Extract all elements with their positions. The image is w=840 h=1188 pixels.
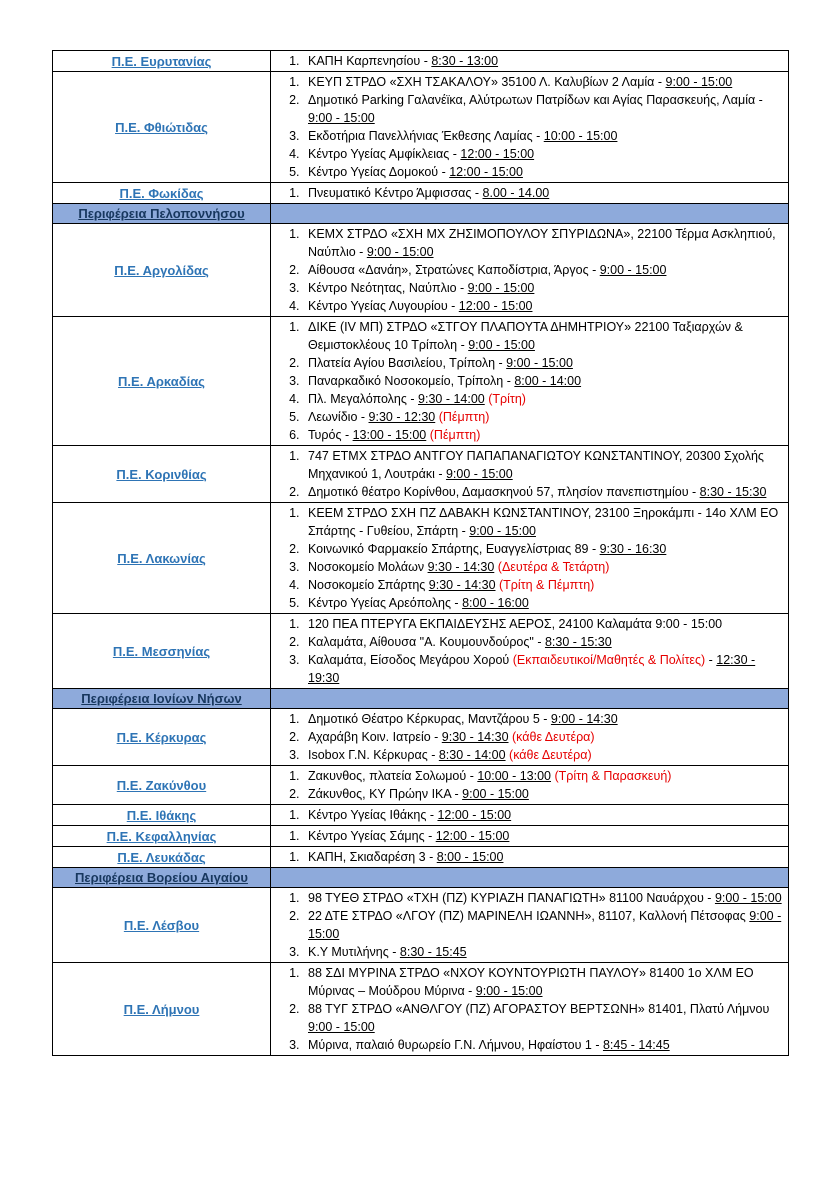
location-text: Ζάκυνθος, ΚΥ Πρώην ΙΚΑ - [308, 787, 463, 801]
time-range: 8.00 - 14.00 [482, 186, 550, 200]
day-note: (Πέμπτη) [429, 428, 481, 442]
region-cell [53, 446, 271, 503]
location-item [303, 447, 782, 483]
location-item [303, 297, 782, 315]
time-range: 9:00 - 14:30 [550, 712, 618, 726]
time-range: 9:00 - 15:00 [366, 245, 434, 259]
region-row [53, 51, 789, 72]
time-range: 9:30 - 14:00 [418, 392, 485, 406]
location-item [303, 52, 782, 70]
location-text: Πλ. Μεγαλόπολης - [308, 392, 419, 406]
time-range: 12:00 - 15:00 [435, 829, 510, 843]
location-item [303, 633, 782, 651]
location-item [303, 767, 782, 785]
time-range: 9:00 - 15:00 [506, 356, 573, 370]
location-text: 98 ΤΥΕΘ ΣΤΡΔΟ «ΤΧΗ (ΠΖ) ΚΥΡΙΑΖΗ ΠΑΝΑΓΙΩΤΗ» 81100 Ναυάρχου - [308, 891, 715, 905]
schedule-table-body [53, 51, 789, 1056]
location-text: ΚΕΥΠ ΣΤΡΔΟ «ΣΧΗ ΤΣΑΚΑΛΟΥ» 35100 Λ. Καλυβίων 2 Λαμία - [308, 75, 666, 89]
location-text: Λεωνίδιο - [308, 410, 369, 424]
section-label: Περιφέρεια Πελοποννήσου [78, 206, 245, 221]
region-row [53, 446, 789, 503]
location-text: Αχαράβη Κοιν. Ιατρείο - [308, 730, 442, 744]
time-range: 10:00 - 13:00 [477, 769, 552, 783]
region-label: Π.Ε. Κεφαλληνίας [106, 828, 217, 844]
region-label: Π.Ε. Ιθάκης [126, 807, 197, 823]
location-text: Ζακυνθος, πλατεία Σολωμού - [308, 769, 478, 783]
location-list [271, 447, 782, 501]
region-cell [53, 847, 271, 868]
locations-cell [271, 224, 789, 317]
locations-cell [271, 503, 789, 614]
location-text: Τυρός - [308, 428, 353, 442]
location-item [303, 594, 782, 612]
region-cell [53, 72, 271, 183]
region-cell [53, 805, 271, 826]
time-range: 9:00 - 15:00 [462, 787, 529, 801]
time-range: 12:00 - 15:00 [460, 147, 535, 161]
location-item [303, 163, 782, 181]
location-text: Δημοτικό θέατρο Κορίνθου, Δαμασκηνού 57, πλησίον πανεπιστημίου - [308, 485, 700, 499]
locations-cell [271, 709, 789, 766]
location-list [271, 225, 782, 315]
location-item [303, 907, 782, 943]
region-cell [53, 224, 271, 317]
location-item [303, 889, 782, 907]
time-range: 9:00 - 15:00 [665, 75, 733, 89]
schedule-table [52, 50, 789, 1056]
section-spacer-cell [271, 868, 789, 888]
location-item [303, 91, 782, 127]
location-text: Κέντρο Υγείας Λυγουρίου - [308, 299, 459, 313]
location-item [303, 354, 782, 372]
location-item [303, 806, 782, 824]
region-row [53, 847, 789, 868]
locations-cell [271, 963, 789, 1056]
location-text: Κέντρο Υγείας Αμφίκλειας - [308, 147, 461, 161]
section-row [53, 204, 789, 224]
region-label: Π.Ε. Αργολίδας [114, 262, 209, 278]
time-range: 12:30 - 19:30 [308, 653, 756, 685]
day-note: (Τρίτη) [488, 392, 526, 406]
region-label: Π.Ε. Αρκαδίας [118, 373, 205, 389]
location-text: 88 ΤΥΓ ΣΤΡΔΟ «ΑΝΘΛΓΟΥ (ΠΖ) ΑΓΟΡΑΣΤΟΥ ΒΕΡΤΣΩΝΗ» 81401, Πλατύ Λήμνου [308, 1002, 770, 1016]
locations-cell [271, 766, 789, 805]
location-text: Πλατεία Αγίου Βασιλείου, Τρίπολη - [308, 356, 507, 370]
location-text: Κέντρο Υγείας Ιθάκης - [308, 808, 438, 822]
region-cell [53, 888, 271, 963]
region-label: Π.Ε. Λέσβου [123, 917, 200, 933]
location-text: Καλαμάτα, Αίθουσα "Α. Κουμουνδούρος" - [308, 635, 545, 649]
location-list [271, 827, 782, 845]
location-item [303, 615, 782, 633]
time-range: 9:30 - 16:30 [599, 542, 667, 556]
time-range: 9:30 - 14:30 [427, 560, 495, 574]
locations-cell [271, 614, 789, 689]
location-list [271, 184, 782, 202]
region-label: Π.Ε. Κέρκυρας [116, 729, 207, 745]
day-note: (Πέμπτη) [438, 410, 490, 424]
location-text: 747 ΕΤΜΧ ΣΤΡΔΟ ΑΝΤΓΟΥ ΠΑΠΑΠΑΝΑΓΙΩΤΟΥ ΚΩΝΣΤΑΝΤΙΝΟΥ, 20300 Σχολής Μηχανικού 1, Λουτράκι - [308, 449, 764, 481]
location-item [303, 558, 782, 576]
location-text: Κέντρο Υγείας Σάμης - [308, 829, 436, 843]
time-range: 8:30 - 14:00 [438, 748, 506, 762]
location-item [303, 728, 782, 746]
section-row [53, 689, 789, 709]
location-text: ΚΑΠΗ Καρπενησίου - [308, 54, 432, 68]
locations-cell [271, 317, 789, 446]
time-range: 9:00 - 15:00 [445, 467, 513, 481]
location-item [303, 710, 782, 728]
section-label: Περιφέρεια Ιονίων Νήσων [81, 691, 242, 706]
section-label-cell [53, 689, 271, 709]
location-list [271, 964, 782, 1054]
location-text: ΚΑΠΗ, Σκιαδαρέση 3 - [308, 850, 437, 864]
time-range: 9:00 - 15:00 [714, 891, 782, 905]
location-item [303, 827, 782, 845]
location-text: Νοσοκομείο Σπάρτης [308, 578, 429, 592]
location-text: Εκδοτήρια Πανελλήνιας Έκθεσης Λαμίας - [308, 129, 544, 143]
region-row [53, 888, 789, 963]
locations-cell [271, 51, 789, 72]
day-note: (Δευτέρα & Τετάρτη) [497, 560, 610, 574]
region-label: Π.Ε. Φωκίδας [119, 185, 204, 201]
locations-cell [271, 826, 789, 847]
time-range: 9:00 - 15:00 [468, 338, 535, 352]
section-label-cell [53, 868, 271, 888]
location-item [303, 504, 782, 540]
location-item [303, 127, 782, 145]
location-item [303, 651, 782, 687]
time-range: 9:00 - 15:00 [599, 263, 667, 277]
location-item [303, 261, 782, 279]
time-range: 9:30 - 12:30 [368, 410, 436, 424]
location-item [303, 483, 782, 501]
time-range: 9:00 - 15:00 [469, 524, 536, 538]
time-range: 12:00 - 15:00 [449, 165, 523, 179]
location-list [271, 889, 782, 961]
region-cell [53, 963, 271, 1056]
location-item [303, 540, 782, 558]
region-cell [53, 766, 271, 805]
region-label: Π.Ε. Ζακύνθου [116, 777, 207, 793]
location-item [303, 1000, 782, 1036]
location-list [271, 710, 782, 764]
location-item [303, 145, 782, 163]
region-cell [53, 51, 271, 72]
locations-cell [271, 888, 789, 963]
location-item [303, 746, 782, 764]
day-note: (Τρίτη & Παρασκευή) [554, 769, 672, 783]
time-range: 8:00 - 15:00 [436, 850, 504, 864]
time-range: 8:30 - 15:45 [399, 945, 467, 959]
day-note: (κάθε Δευτέρα) [512, 730, 595, 744]
region-label: Π.Ε. Μεσσηνίας [112, 643, 211, 659]
location-text: Καλαμάτα, Είσοδος Μεγάρου Χορού [308, 653, 513, 667]
location-text: ΚΕΕΜ ΣΤΡΔΟ ΣΧΗ ΠΖ ΔΑΒΑΚΗ ΚΩΝΣΤΑΝΤΙΝΟΥ, 23100 Ξηροκάμπι - 14ο ΧΛΜ ΕΟ Σπάρτης - Γυθείου, Σπάρτη - [308, 506, 779, 538]
locations-cell [271, 847, 789, 868]
location-item [303, 785, 782, 803]
region-row [53, 317, 789, 446]
region-row [53, 72, 789, 183]
location-item [303, 576, 782, 594]
location-list [271, 806, 782, 824]
location-text: Κέντρο Υγείας Δομοκού - [308, 165, 450, 179]
time-range: 9:30 - 14:30 [428, 578, 496, 592]
region-row [53, 805, 789, 826]
location-item [303, 225, 782, 261]
locations-cell [271, 72, 789, 183]
locations-cell [271, 183, 789, 204]
time-range: 9:00 - 15:00 [308, 1020, 375, 1034]
location-list [271, 767, 782, 803]
location-item [303, 964, 782, 1000]
day-note: (κάθε Δευτέρα) [509, 748, 592, 762]
time-range: 9:00 - 15:00 [308, 909, 782, 941]
location-item [303, 943, 782, 961]
location-list [271, 848, 782, 866]
region-row [53, 614, 789, 689]
location-list [271, 318, 782, 444]
location-text: Μύρινα, παλαιό θυρωρείο Γ.Ν. Λήμνου, Ηφαίστου 1 - [308, 1038, 603, 1052]
location-text: Isobox Γ.Ν. Κέρκυρας - [308, 748, 439, 762]
location-text: Αίθουσα «Δανάη», Στρατώνες Καποδίστρια, Άργος - [308, 263, 600, 277]
section-label-cell [53, 204, 271, 224]
location-list [271, 504, 782, 612]
location-list [271, 73, 782, 181]
location-item [303, 279, 782, 297]
location-item [303, 390, 782, 408]
location-list [271, 52, 782, 70]
location-text: - [705, 653, 717, 667]
region-row [53, 826, 789, 847]
location-item [303, 184, 782, 202]
section-spacer-cell [271, 689, 789, 709]
region-cell [53, 709, 271, 766]
region-cell [53, 317, 271, 446]
location-text: Δημοτικό Parking Γαλανέϊκα, Αλύτρωτων Πατρίδων και Αγίας Παρασκευής, Λαμία - [308, 93, 763, 107]
section-spacer-cell [271, 204, 789, 224]
region-label: Π.Ε. Λευκάδας [117, 849, 206, 865]
location-text: Νοσοκομείο Μολάων [308, 560, 428, 574]
region-label: Π.Ε. Λήμνου [123, 1001, 200, 1017]
region-row [53, 503, 789, 614]
time-range: 8:30 - 15:30 [544, 635, 612, 649]
time-range: 8:30 - 15:30 [699, 485, 767, 499]
location-item [303, 408, 782, 426]
region-cell [53, 183, 271, 204]
time-range: 10:00 - 15:00 [543, 129, 618, 143]
location-item [303, 1036, 782, 1054]
location-list [271, 615, 782, 687]
locations-cell [271, 805, 789, 826]
region-label: Π.Ε. Λακωνίας [117, 550, 206, 566]
region-row [53, 709, 789, 766]
location-text: 120 ΠΕΑ ΠΤΕΡΥΓΑ ΕΚΠΑΙΔΕΥΣΗΣ ΑΕΡΟΣ, 24100 Καλαμάτα 9:00 - 15:00 [308, 617, 723, 631]
location-item [303, 73, 782, 91]
time-range: 9:00 - 15:00 [475, 984, 543, 998]
region-cell [53, 503, 271, 614]
region-label: Π.Ε. Φθιώτιδας [115, 119, 208, 135]
time-range: 9:30 - 14:30 [441, 730, 509, 744]
day-note: (Εκπαιδευτικοί/Μαθητές & Πολίτες) [512, 653, 706, 667]
region-cell [53, 614, 271, 689]
location-text: Κέντρο Νεότητας, Ναύπλιο - [308, 281, 468, 295]
region-cell [53, 826, 271, 847]
location-text: 88 ΣΔΙ ΜΥΡΙΝΑ ΣΤΡΔΟ «ΝΧΟΥ ΚΟΥΝΤΟΥΡΙΩΤΗ ΠΑΥΛΟΥ» 81400 1ο ΧΛΜ ΕΟ Μύρινας – Μούδρου Μύρινα - [308, 966, 754, 998]
location-text: Κ.Υ Μυτιλήνης - [308, 945, 400, 959]
region-row [53, 183, 789, 204]
location-text: Κέντρο Υγείας Αρεόπολης - [308, 596, 463, 610]
location-text: Κοινωνικό Φαρμακείο Σπάρτης, Ευαγγελίστριας 89 - [308, 542, 600, 556]
locations-cell [271, 446, 789, 503]
time-range: 12:00 - 15:00 [458, 299, 533, 313]
location-text: Παναρκαδικό Νοσοκομείο, Τρίπολη - [308, 374, 515, 388]
location-text: ΚΕΜΧ ΣΤΡΔΟ «ΣΧΗ ΜΧ ΖΗΣΙΜΟΠΟΥΛΟΥ ΣΠΥΡΙΔΩΝΑ», 22100 Τέρμα Ασκληπιού, Ναύπλιο - [308, 227, 776, 259]
location-text: ΔΙΚΕ (IV ΜΠ) ΣΤΡΔΟ «ΣΤΓΟΥ ΠΛΑΠΟΥΤΑ ΔΗΜΗΤΡΙΟΥ» 22100 Ταξιαρχών & Θεμιστοκλέους 10 Τρίπολη - [308, 320, 743, 352]
time-range: 13:00 - 15:00 [352, 428, 427, 442]
location-item [303, 426, 782, 444]
region-row [53, 766, 789, 805]
time-range: 8:00 - 14:00 [514, 374, 582, 388]
section-label: Περιφέρεια Βορείου Αιγαίου [75, 870, 248, 885]
location-text: 22 ΔΤΕ ΣΤΡΔΟ «ΛΓΟΥ (ΠΖ) ΜΑΡΙΝΕΛΗ ΙΩΑΝΝΗ», 81107, Καλλονή Πέτσοφας [308, 909, 750, 923]
time-range: 12:00 - 15:00 [437, 808, 512, 822]
time-range: 8:00 - 16:00 [462, 596, 529, 610]
location-item [303, 372, 782, 390]
region-row [53, 963, 789, 1056]
time-range: 8:45 - 14:45 [602, 1038, 670, 1052]
time-range: 8:30 - 13:00 [431, 54, 499, 68]
time-range: 9:00 - 15:00 [308, 111, 375, 125]
region-row [53, 224, 789, 317]
location-item [303, 318, 782, 354]
location-item [303, 848, 782, 866]
location-text: Δημοτικό Θέατρο Κέρκυρας, Μαντζάρου 5 - [308, 712, 551, 726]
region-label: Π.Ε. Ευρυτανίας [111, 53, 212, 69]
day-note: (Τρίτη & Πέμπτη) [499, 578, 595, 592]
time-range: 9:00 - 15:00 [467, 281, 535, 295]
location-text: Πνευματικό Κέντρο Άμφισσας - [308, 186, 483, 200]
region-label: Π.Ε. Κορινθίας [116, 466, 207, 482]
section-row [53, 868, 789, 888]
